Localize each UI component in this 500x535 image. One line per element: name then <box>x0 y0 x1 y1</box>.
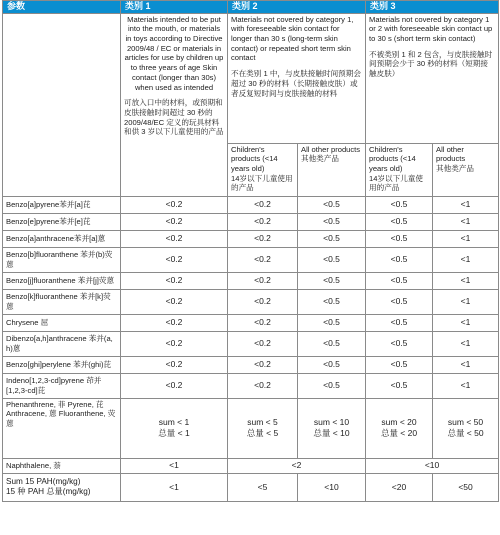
pah-limit-cat3-children: <0.5 <box>366 196 433 213</box>
cat2-other-products <box>298 143 366 196</box>
pah-substance-name: Benzo[a]pyrene苯并[a]芘 <box>3 196 121 213</box>
pah-limit-cat1: <0.2 <box>121 230 228 247</box>
pah-limit-cat3-children: <0.5 <box>366 230 433 247</box>
pah-row <box>3 196 499 213</box>
pah-limit-cat3-children: <0.5 <box>366 356 433 373</box>
pah-limit-cat3-children: <0.5 <box>366 247 433 272</box>
pah-limit-cat3-children: <0.5 <box>366 314 433 331</box>
naphthalene-limit-cat2: <2 <box>228 458 366 473</box>
pah-limit-cat3-children: <0.5 <box>366 272 433 289</box>
cat3-other-products <box>433 143 499 196</box>
pah-substance-name: Dibenzo[a,h]anthracene 苯并(a, h)蒽 <box>3 331 121 356</box>
cat3-children-label-zh: 14岁以下儿童使用的产品 <box>369 173 424 193</box>
pah-limit-cat2-children: <0.2 <box>228 373 298 398</box>
pah-row <box>3 331 499 356</box>
pah-limit-cat3-other: <1 <box>433 196 499 213</box>
pah-limit-cat2-other: <0.5 <box>298 356 366 373</box>
sum-limit-cat3-other-en: sum < 50 <box>447 417 484 428</box>
cat3-other-label-zh: 其他类产品 <box>436 163 474 173</box>
pah-substance-name: Benzo[j]fluoranthene 苯并[j]荧蒽 <box>3 272 121 289</box>
total-pah-cat3-children: <20 <box>366 473 433 501</box>
cat2-children-products <box>228 143 298 196</box>
pah-limit-cat3-children: <0.5 <box>366 331 433 356</box>
naphthalene-limit-cat3: <10 <box>366 458 499 473</box>
category-2-description-en: Materials not covered by category 1, with foreseeable skin contact for longer than 30 s (long-term skin contact) or repeated short term skin contact <box>231 14 354 63</box>
pah-limit-cat2-other: <0.5 <box>298 213 366 230</box>
category-3-description-en: Materials not covered by category 1 or 2 with foreseeable skin contact up to 30 s (short term skin contact) <box>369 14 493 43</box>
sum-limit-cat3-children-en: sum < 20 <box>381 417 417 428</box>
cat3-children-label-en: Children's products (<14 years old) <box>369 144 416 173</box>
parameter-empty-cell <box>3 13 121 196</box>
sum-limit-cat2-other-zh: 总量 < 10 <box>313 428 350 439</box>
pah-limit-cat1: <0.2 <box>121 196 228 213</box>
pah-limit-cat3-other: <1 <box>433 272 499 289</box>
header-category-1: 类别 1 <box>121 1 228 14</box>
pah-limit-cat3-other: <1 <box>433 373 499 398</box>
category-1-description-en: Materials intended to be put into the mouth, or materials in toys according to Directive 2009/48 / EC or materials in articles for use by children up to three years of age Skin contact (longer than 30s) when used as intended <box>124 14 224 92</box>
pah-limit-cat3-other: <1 <box>433 230 499 247</box>
total-pah-row <box>3 473 499 501</box>
pah-limit-cat2-children: <0.2 <box>228 289 298 314</box>
pah-limit-cat1: <0.2 <box>121 272 228 289</box>
category-2-description-zh: 不在类别 1 中，与皮肤接触时间预期会超过 30 秒的材料（长期接触皮肤）或者反复短时间与皮肤接触的材料 <box>231 69 361 98</box>
pah-limit-cat2-children: <0.2 <box>228 213 298 230</box>
sum-limit-cat2-children <box>228 398 298 458</box>
pah-limit-cat3-other: <1 <box>433 331 499 356</box>
pah-row <box>3 356 499 373</box>
sum-row-substances: Phenanthrene, 菲 Pyrene, 芘 Anthracene, 蒽 Fluoranthene, 荧蒽 <box>3 398 121 458</box>
sum-limit-cat2-other-en: sum < 10 <box>313 417 350 428</box>
pah-limit-cat2-other: <0.5 <box>298 289 366 314</box>
header-category-3: 类别 3 <box>366 1 499 14</box>
category-3-description-zh: 不被类别 1 和 2 包含，与皮肤接触时间预期会少于 30 秒的材料（短期接触皮肤） <box>369 49 493 79</box>
pah-row <box>3 213 499 230</box>
sum-limit-cat1-en: sum < 1 <box>158 417 190 428</box>
pah-limit-cat3-other: <1 <box>433 247 499 272</box>
sum-limit-cat3-children <box>366 398 433 458</box>
cat3-other-label-en: All other products <box>436 144 466 164</box>
total-pah-label <box>3 473 121 501</box>
pah-limit-cat2-children: <0.2 <box>228 331 298 356</box>
sum-limit-cat2-children-en: sum < 5 <box>247 417 278 428</box>
pah-limit-cat2-children: <0.2 <box>228 230 298 247</box>
header-parameter: 参数 <box>3 1 121 14</box>
sum-limit-cat3-children-zh: 总量 < 20 <box>380 428 418 439</box>
pah-row <box>3 373 499 398</box>
category-description-row <box>3 13 499 143</box>
pah-limit-rows <box>3 196 499 398</box>
pah-row <box>3 314 499 331</box>
pah-limit-cat2-children: <0.2 <box>228 356 298 373</box>
pah-substance-name: Chrysene 屈 <box>3 314 121 331</box>
pah-limit-cat1: <0.2 <box>121 289 228 314</box>
pah-limit-cat1: <0.2 <box>121 331 228 356</box>
pah-limit-cat2-other: <0.5 <box>298 247 366 272</box>
pah-limit-cat3-children: <0.5 <box>366 373 433 398</box>
total-pah-label-zh: 15 种 PAH 总量(mg/kg) <box>6 487 91 497</box>
cat2-other-label-zh: 其他类产品 <box>301 154 339 164</box>
pah-limit-cat2-children: <0.2 <box>228 314 298 331</box>
category-3-description <box>366 13 499 143</box>
total-pah-cat3-other: <50 <box>433 473 499 501</box>
cat2-other-label-en: All other products <box>301 144 361 154</box>
cat2-children-label-zh: 14岁以下儿童使用的产品 <box>231 173 293 193</box>
sum-limits-row <box>3 398 499 458</box>
sum-limit-cat1 <box>121 398 228 458</box>
pah-substance-name: Benzo[e]pyrene苯并[e]芘 <box>3 213 121 230</box>
header-category-2: 类别 2 <box>228 1 366 14</box>
pah-substance-name: Benzo[a]anthracene苯并[a]蒽 <box>3 230 121 247</box>
pah-limit-cat2-other: <0.5 <box>298 230 366 247</box>
naphthalene-name: Naphthalene, 萘 <box>3 458 121 473</box>
header-row <box>3 1 499 14</box>
pah-limit-cat3-children: <0.5 <box>366 213 433 230</box>
pah-limit-cat1: <0.2 <box>121 373 228 398</box>
naphthalene-limit-cat1: <1 <box>121 458 228 473</box>
total-pah-cat1: <1 <box>121 473 228 501</box>
sum-limit-cat3-other-zh: 总量 < 50 <box>447 428 484 439</box>
total-pah-label-en: Sum 15 PAH(mg/kg) <box>6 476 81 486</box>
sum-limit-cat1-zh: 总量 < 1 <box>158 428 190 439</box>
pah-row <box>3 272 499 289</box>
sum-limit-cat2-other <box>298 398 366 458</box>
pah-limit-cat2-other: <0.5 <box>298 373 366 398</box>
pah-substance-name: Benzo[ghi]perylene 苯并(ghi)芘 <box>3 356 121 373</box>
pah-limit-cat1: <0.2 <box>121 314 228 331</box>
cat3-children-products <box>366 143 433 196</box>
pah-limits-table <box>2 0 499 502</box>
pah-limit-cat2-other: <0.5 <box>298 196 366 213</box>
pah-limit-cat3-other: <1 <box>433 314 499 331</box>
pah-limit-cat2-other: <0.5 <box>298 272 366 289</box>
pah-limit-cat3-other: <1 <box>433 356 499 373</box>
pah-row <box>3 289 499 314</box>
pah-limit-cat2-children: <0.2 <box>228 196 298 213</box>
category-1-description-zh: 可放入口中的材料，或预期和皮肤接触时间超过 30 秒的 2009/48/EC 定义的玩具材料和供 3 岁以下儿童使用的产品 <box>124 98 224 137</box>
pah-limit-cat1: <0.2 <box>121 247 228 272</box>
pah-row <box>3 230 499 247</box>
pah-substance-name: Indeno[1,2,3-cd]pyrene 茚并[1,2,3-cd]芘 <box>3 373 121 398</box>
pah-row <box>3 247 499 272</box>
pah-limit-cat1: <0.2 <box>121 356 228 373</box>
naphthalene-row <box>3 458 499 473</box>
sum-limit-cat3-other <box>433 398 499 458</box>
cat2-children-label-en: Children's products (<14 years old) <box>231 144 278 173</box>
pah-limit-cat3-other: <1 <box>433 213 499 230</box>
pah-substance-name: Benzo[k]fluoranthene 苯并[k]荧蒽 <box>3 289 121 314</box>
pah-limit-cat3-other: <1 <box>433 289 499 314</box>
pah-limit-cat3-children: <0.5 <box>366 289 433 314</box>
total-pah-cat2-other: <10 <box>298 473 366 501</box>
pah-limit-cat2-children: <0.2 <box>228 247 298 272</box>
pah-limit-cat1: <0.2 <box>121 213 228 230</box>
sum-limit-cat2-children-zh: 总量 < 5 <box>246 428 279 439</box>
pah-limit-cat2-other: <0.5 <box>298 314 366 331</box>
category-1-description <box>121 13 228 196</box>
total-pah-cat2-children: <5 <box>228 473 298 501</box>
pah-limit-cat2-children: <0.2 <box>228 272 298 289</box>
pah-limit-cat2-other: <0.5 <box>298 331 366 356</box>
category-2-description <box>228 13 366 143</box>
pah-substance-name: Benzo[b]fluoranthene 苯并(b)荧蒽 <box>3 247 121 272</box>
